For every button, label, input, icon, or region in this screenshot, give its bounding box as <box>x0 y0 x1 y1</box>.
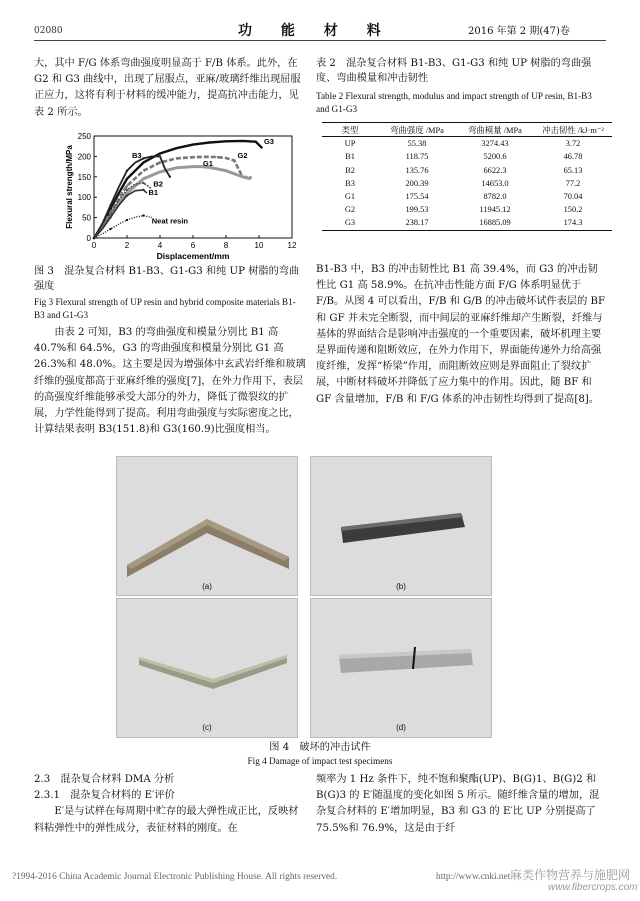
photo-b <box>310 456 492 596</box>
table2-title-en: Table 2 Flexural strength, modulus and impact strength of UP resin, B1-B3 and G1-G3 <box>316 91 592 114</box>
data-point <box>142 182 144 184</box>
bottom-right-text: 频率为 1 Hz 条件下，纯不饱和聚酯(UP)、B(G)1、B(G)2 和 B(G)3 的 E′随温度的变化如图 5 所示。随纤维含量的增加，混杂复合材料的 E′增加明显，B3 和 G3 的 E′比 UP 分别提高了 75.5%和 76.9%，这是由于纤 <box>316 774 600 834</box>
fig3-caption-en: Fig 3 Flexural strength of UP resin and hybrid composite materials B1-B3 and G1-G3 <box>34 297 296 320</box>
table-cell: 16885.09 <box>456 216 534 230</box>
table-row <box>322 177 612 190</box>
photo-d <box>310 598 492 738</box>
table-cell: 11945.12 <box>479 205 511 215</box>
table-cell: 14653.0 <box>481 178 509 188</box>
table-header-cell: 弯曲强度 /MPa <box>378 123 456 137</box>
y-tick-label: 50 <box>82 213 91 223</box>
x-tick-label: 8 <box>223 241 229 250</box>
journal-title: 功 能 材 料 <box>238 23 393 39</box>
data-point <box>241 176 243 178</box>
photo-a <box>116 456 298 596</box>
table-row <box>322 216 612 230</box>
header-rule <box>34 40 606 41</box>
photo-c <box>116 598 298 738</box>
series-label: G3 <box>263 137 274 147</box>
x-tick-label: 10 <box>254 241 264 250</box>
left-paragraph-1: 大，其中 F/G 体系弯曲强度明显高于 F/B 体系。此外，在 G2 和 G3 曲线中，出现了屈服点，亚麻/玻璃纤维出现屈服正应力，这将有利于材料的缓冲能力，提高抗冲击能力，见表 2 所示。 <box>34 58 301 118</box>
data-point <box>225 140 227 142</box>
y-axis-label: Flexural strength/MPa <box>65 145 74 229</box>
watermark-text: 麻类作物营养与施肥网 <box>510 868 631 882</box>
y-tick-label: 200 <box>77 152 91 162</box>
data-point <box>159 161 161 163</box>
data-point <box>192 156 194 158</box>
table-cell: 5200.6 <box>483 152 507 162</box>
fig3-chart <box>34 128 306 263</box>
series-label: Neat resin <box>151 216 189 226</box>
table-cell: 135.76 <box>405 165 429 175</box>
table-cell: 118.75 <box>405 152 429 162</box>
table-cell: 238.17 <box>378 216 456 230</box>
y-tick-label: 0 <box>86 234 91 243</box>
series-label: G2 <box>237 151 248 161</box>
table-cell: B3 <box>345 178 355 188</box>
table-cell: G3 <box>322 216 378 230</box>
data-point <box>159 152 161 154</box>
left-paragraph-2: 由表 2 可知，B3 的弯曲强度和模量分别比 B1 高 40.7%和 64.5%，G3 的弯曲强度和模量分别比 G1 高 26.3%和 48.0%。这主要是因为增强体中玄武岩纤维和玻璃纤维的强度都高于亚麻纤维的强度[7]，在外力作用下，表层的高强度纤维能够承受大部分的外力，降低了微裂纹的扩展，力学性能得到了提高。利用弯曲强度与实际密度之比，计算结果表明 B3(151.8)和 G3(160.9)比强度相当。 <box>34 327 306 436</box>
data-point <box>217 156 219 158</box>
table-row <box>322 137 612 151</box>
data-point <box>126 194 128 196</box>
table-cell: 3.72 <box>534 137 612 151</box>
table-header-cell: 弯曲模量 /MPa <box>456 123 534 137</box>
data-point <box>109 204 111 206</box>
table-row <box>322 190 612 203</box>
data-point <box>142 157 144 159</box>
photo-label: (c) <box>202 723 212 732</box>
data-point <box>159 171 161 173</box>
table-cell: 199.53 <box>405 205 429 215</box>
table-cell: 200.39 <box>405 178 429 188</box>
fig3-caption-cn: 图 3 混杂复合材料 B1-B3、G1-G3 和纯 UP 树脂的弯曲强度 <box>34 266 300 292</box>
data-point <box>142 189 144 191</box>
data-point <box>126 178 128 180</box>
table-cell: 3274.43 <box>456 137 534 151</box>
copyright-footer: ?1994-2016 China Academic Journal Electronic Publishing House. All rights reserved. <box>12 872 338 882</box>
data-point <box>192 165 194 167</box>
data-point <box>126 169 128 171</box>
series-label: G1 <box>202 158 213 168</box>
bottom-left-text <box>34 772 306 837</box>
y-tick-label: 250 <box>77 132 91 141</box>
table-header-row <box>322 123 612 137</box>
table2-title-cn: 表 2 混杂复合材料 B1-B3、G1-G3 和纯 UP 树脂的弯曲强度、弯曲模量和冲击韧性 <box>316 58 592 84</box>
data-point <box>109 216 111 218</box>
data-point <box>109 228 111 230</box>
data-point <box>93 237 95 239</box>
data-point <box>192 143 194 145</box>
fig4-caption-en: Fig 4 Damage of impact test specimens <box>247 756 393 766</box>
fig4-caption-cn: 图 4 破坏的冲击试件 <box>269 742 371 753</box>
right-paragraph-1: B1-B3 中，B3 的冲击韧性比 B1 高 39.4%，而 G3 的冲击韧性比 G1 高 58.9%。在抗冲击性能方面 F/G 体系明显优于 F/B。从图 4 可以看出，F/B 和 G/B 的冲击破坏试件表层的 BF 和 GF 并未完全断裂，而中间层的亚麻纤维却产生断裂，纤维与基体的界面结合是影响冲击强度的一个重要因素，破坏机理主要是界面传递和阻断效应，在外力作用下，界面能传递外力给高强度纤维，发挥“桥梁”作用，而阻断效应则是界面阻止了裂纹扩展，中断材料破坏并降低了应力集中的作用。因此，随 BF 和 GF 含量增加，F/B 和 F/G 体系的冲击韧性均得到了提高[8]。 <box>316 264 606 405</box>
table-cell: 174.3 <box>534 216 612 230</box>
table-header-cell: 冲击韧性 /kJ·m⁻² <box>534 123 612 137</box>
x-tick-label: 2 <box>124 241 130 250</box>
data-point <box>126 219 128 221</box>
section-heading-2-3: 2.3 混杂复合材料 DMA 分析 <box>34 774 175 785</box>
data-point <box>126 192 128 194</box>
table-cell: B2 <box>345 165 355 175</box>
series-label: B2 <box>153 179 163 189</box>
table-cell: G2 <box>344 205 356 215</box>
section-heading-2-3-1: 2.3.1 混杂复合材料的 E′评价 <box>34 790 175 802</box>
table-cell: 150.2 <box>563 205 583 215</box>
table-cell: 77.2 <box>565 178 581 188</box>
x-axis-label: Displacement/mm <box>156 251 230 261</box>
table-cell: 65.13 <box>563 165 583 175</box>
photo-label: (a) <box>202 582 212 591</box>
data-point <box>126 189 128 191</box>
series-label: B3 <box>131 151 142 161</box>
table-cell: B1 <box>345 152 355 162</box>
data-point <box>169 176 171 178</box>
data-point <box>233 159 235 161</box>
photo-label: (d) <box>396 723 406 732</box>
series-label: B1 <box>148 188 159 198</box>
watermark-url: www.fibercrops.com <box>548 882 638 893</box>
table-cell: 8782.0 <box>483 192 507 202</box>
data-point <box>142 214 144 216</box>
table-cell: UP <box>322 137 378 151</box>
table-row <box>322 150 612 163</box>
issue-info: 2016 年第 2 期(47)卷 <box>468 26 570 37</box>
table-cell: 55.38 <box>378 137 456 151</box>
x-tick-label: 4 <box>157 241 163 250</box>
x-tick-label: 0 <box>91 241 97 250</box>
footer-url[interactable]: http://www.cnki.net <box>436 872 511 882</box>
data-point <box>255 141 257 143</box>
page-number: 02080 <box>34 26 63 36</box>
table-header-cell: 类型 <box>322 123 378 137</box>
table-cell: 175.54 <box>405 192 429 202</box>
data-point <box>159 155 161 157</box>
paragraph: E′是与试样在每周期中贮存的最大弹性成正比，反映材料粘弹性中的弹性成分，表征材料的刚度。在 <box>34 806 299 834</box>
table-cell: 46.78 <box>563 152 583 162</box>
x-tick-label: 6 <box>190 241 196 250</box>
table2 <box>322 122 612 231</box>
table-row <box>322 203 612 216</box>
x-tick-label: 12 <box>287 241 297 250</box>
data-point <box>126 185 128 187</box>
table-cell: 6622.3 <box>483 165 507 175</box>
table-cell: G1 <box>344 192 356 202</box>
y-tick-label: 150 <box>77 172 91 182</box>
table-row <box>322 164 612 177</box>
photo-label: (b) <box>396 582 406 591</box>
table-cell: 70.04 <box>563 192 583 202</box>
y-tick-label: 100 <box>77 193 91 203</box>
